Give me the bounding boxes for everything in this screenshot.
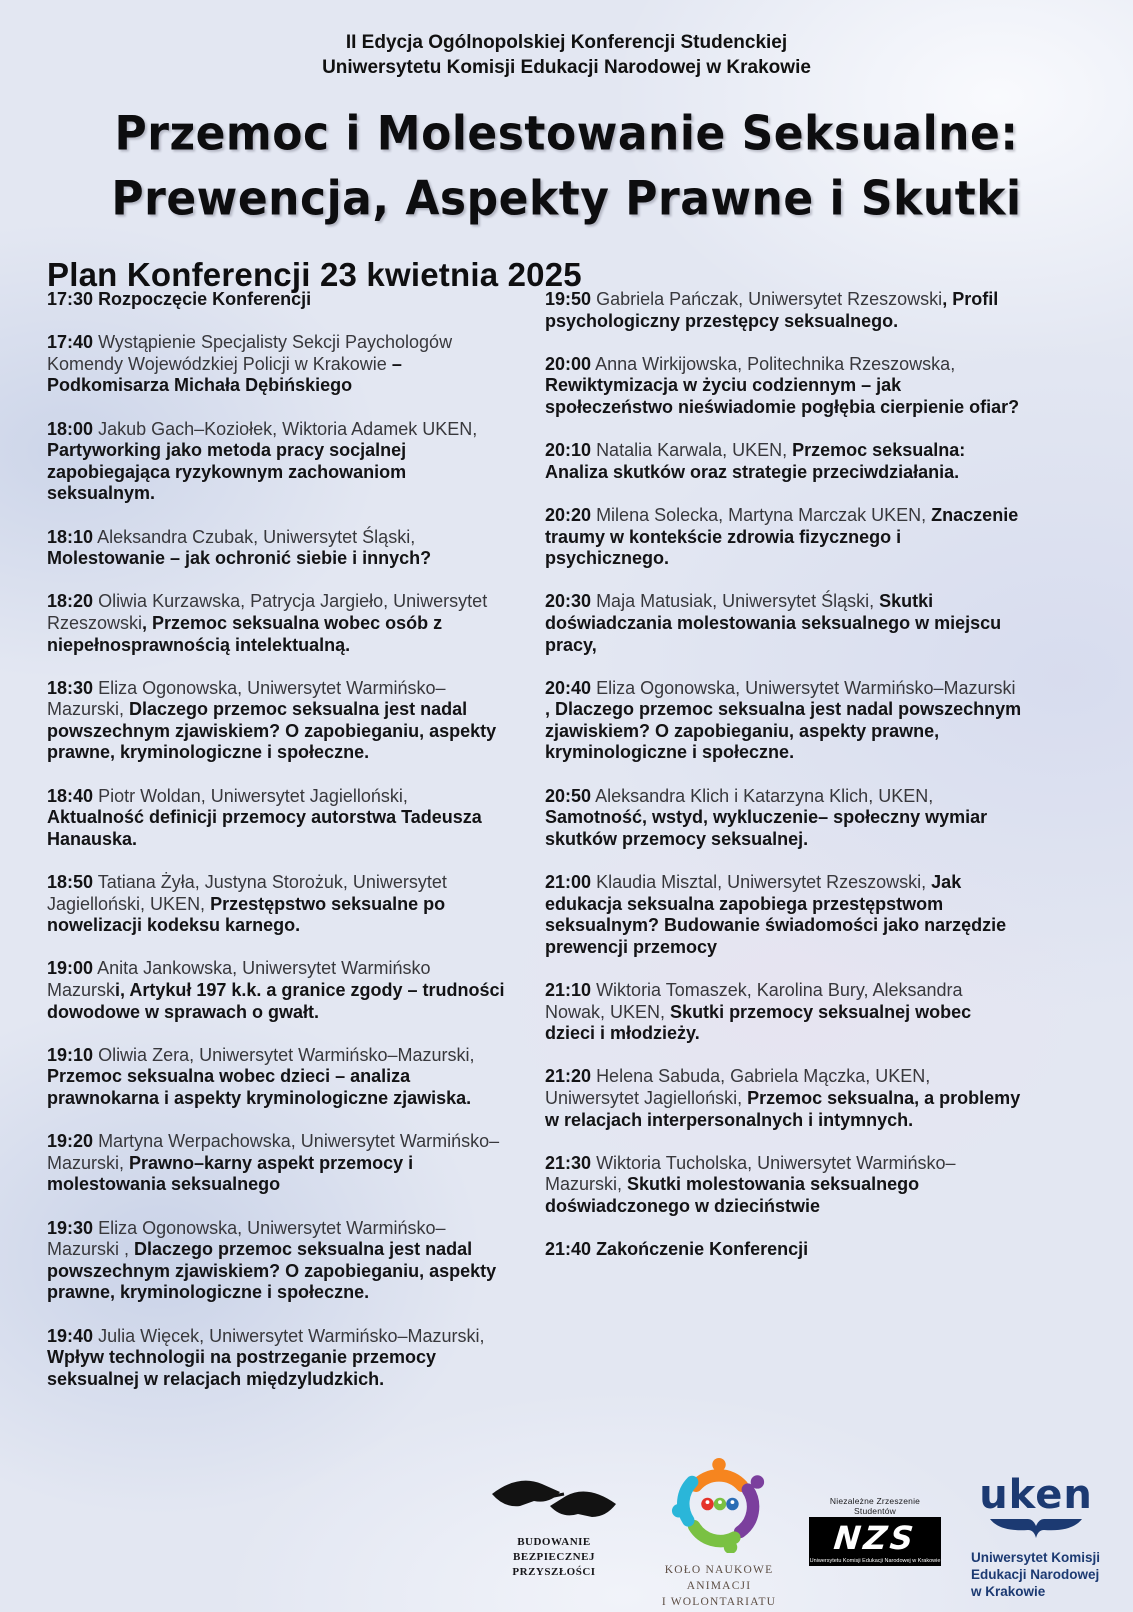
program-item: 19:20 Martyna Werpachowska, Uniwersytet Warmińsko–Mazurski, Prawno–karny aspekt przemocy i molestowania seksualnego xyxy=(47,1131,500,1195)
uken-caption-line-2: Edukacji Narodowej xyxy=(971,1567,1100,1582)
nzs-box xyxy=(809,1517,941,1566)
poster-title xyxy=(0,102,1133,232)
nzs-top-label: Niezależne Zrzeszenie Studentów xyxy=(829,1496,921,1516)
uken-caption-line-1: Uniwersytet Komisji xyxy=(971,1550,1101,1565)
program-item: 20:40 Eliza Ogonowska, Uniwersytet Warmińsko–Mazurski , Dlaczego przemoc seksualna jest nadal powszechnym zjawiskiem? O zapobieganiu, aspekty prawne, kryminologiczne i społeczne. xyxy=(545,677,1022,763)
program-item: 18:50 Tatiana Żyła, Justyna Storożuk, Uniwersytet Jagielloński, UKEN, Przestępstwo seksualne po nowelizacji kodeksu karnego. xyxy=(47,872,447,936)
logo-uken xyxy=(961,1472,1111,1600)
program-item: 21:30 Wiktoria Tucholska, Uniwersytet Warmińsko–Mazurski, Skutki molestowania seksualnego doświadczonego w dzieciństwie xyxy=(545,1152,956,1216)
program-item: 19:50 Gabriela Pańczak, Uniwersytet Rzeszowski, Profil psychologiczny przestępcy seksualnego. xyxy=(545,289,999,331)
footer-logos xyxy=(479,1457,1111,1610)
nzs-bottom-label: Uniwersytetu Komisji Edukacji Narodowej w Krakowie xyxy=(809,1558,941,1564)
poster-header xyxy=(0,0,1133,227)
program-item: 18:30 Eliza Ogonowska, Uniwersytet Warmińsko– Mazurski, Dlaczego przemoc seksualna jest nadal powszechnym zjawiskiem? O zapobieganiu, aspekty prawne, kryminologiczne i społeczne. xyxy=(47,677,497,763)
program-column-left xyxy=(47,289,509,1412)
program-item: 17:30 Rozpoczęcie Konferencji xyxy=(47,289,312,309)
program-item: 18:40 Piotr Woldan, Uniwersytet Jagielloński, Aktualność definicji przemocy autorstwa Tadeusza Hanauska. xyxy=(47,785,482,849)
program-item: 17:40 Wystąpienie Specjalisty Sekcji Paychologów Komendy Wojewódzkiej Policji w Krakowie – Podkomisarza Michała Dębińskiego xyxy=(47,332,453,396)
header-line-1: II Edycja Ogólnopolskiej Konferencji Studenckiej xyxy=(345,32,788,53)
kolo-caption-line-1: KOŁO NAUKOWE xyxy=(664,1564,774,1576)
logo-nzs xyxy=(809,1496,941,1566)
kolo-caption-line-2: ANIMACJI xyxy=(686,1580,752,1592)
poster-title-line-2: Prewencja, Aspekty Prawne i Skutki xyxy=(111,171,1022,227)
program-item: 20:10 Natalia Karwala, UKEN, Przemoc seksualna: Analiza skutków oraz strategie przeciwdziałania. xyxy=(545,440,966,482)
program-item: 21:40 Zakończenie Konferencji xyxy=(545,1239,809,1260)
program-item: 20:50 Aleksandra Klich i Katarzyna Klich, UKEN, Samotność, wstyd, wykluczenie– społeczny wymiar skutków przemocy seksualnej. xyxy=(545,785,988,849)
nzs-acronym: NZS xyxy=(831,1519,919,1557)
logo-budowanie-bezpiecznej-przyszlosci xyxy=(479,1464,629,1580)
circle-people-icon xyxy=(671,1540,767,1557)
logo-kolo-naukowe xyxy=(649,1457,789,1610)
program-column-right xyxy=(545,289,1023,1282)
header-line-2: Uniwersytetu Komisji Edukacji Narodowej w Krakowie xyxy=(322,57,811,78)
program-item: 18:10 Aleksandra Czubak, Uniwersytet Śląski, Molestowanie – jak ochronić siebie i innych? xyxy=(47,526,432,569)
program-item: 20:30 Maja Matusiak, Uniwersytet Śląski, Skutki doświadczania molestowania seksualnego w miejscu pracy, xyxy=(545,591,1002,655)
program-item: 19:00 Anita Jankowska, Uniwersytet Warmińsko Mazurski, Artykuł 197 k.k. a granice zgody – trudności dowodowe w sprawach o gwałt. xyxy=(47,958,505,1022)
bbp-caption-line-2: PRZYSZŁOŚCI xyxy=(512,1566,596,1578)
poster-title-line-1: Przemoc i Molestowanie Seksualne: xyxy=(114,106,1019,162)
program-item: 21:10 Wiktoria Tomaszek, Karolina Bury, Aleksandra Nowak, UKEN, Skutki przemocy seksualnej wobec dzieci i młodzieży. xyxy=(545,980,972,1044)
program-item: 18:00 Jakub Gach–Koziołek, Wiktoria Adamek UKEN, Partyworking jako metoda pracy socjalnej zapobiegająca ryzykownym zachowaniom seksualnym. xyxy=(47,418,478,504)
program-item: 21:20 Helena Sabuda, Gabriela Mączka, UKEN, Uniwersytet Jagielloński, Przemoc seksualna, a problemy w relacjach interpersonalnych i intymnych. xyxy=(545,1066,1021,1130)
program-item: 20:20 Milena Solecka, Martyna Marczak UKEN, Znaczenie traumy w kontekście zdrowia fizycznego i psychicznego. xyxy=(545,504,1019,569)
plan-heading: Plan Konferencji 23 kwietnia 2025 xyxy=(47,256,582,293)
open-book-icon xyxy=(961,1517,1111,1541)
bbp-caption-line-1: BUDOWANIE BEZPIECZNEJ xyxy=(513,1536,595,1563)
uken-caption-line-3: w Krakowie xyxy=(971,1584,1046,1599)
program-item: 21:00 Klaudia Misztal, Uniwersytet Rzeszowski, Jak edukacja seksualna zapobiega przestępstwom seksualnym? Budowanie świadomości jako narzędzie prewencji przemocy xyxy=(545,872,1007,957)
uken-wordmark: uken xyxy=(979,1472,1093,1518)
program-item: 19:10 Oliwia Zera, Uniwersytet Warmińsko–Mazurski, Przemoc seksualna wobec dzieci – analiza prawnokarna i aspekty kryminologiczne zjawiska. xyxy=(47,1044,475,1108)
program-item: 18:20 Oliwia Kurzawska, Patrycja Jargieło, Uniwersytet Rzeszowski, Przemoc seksualna wobec osób z niepełnosprawnością intelektualną. xyxy=(47,591,488,655)
program-item: 20:00 Anna Wirkijowska, Politechnika Rzeszowska, Rewiktymizacja w życiu codziennym – jak społeczeństwo nieświadomie pogłębia cierpienie ofiar? xyxy=(545,353,1020,417)
program-item: 19:40 Julia Więcek, Uniwersytet Warmińsko–Mazurski, Wpływ technologii na postrzeganie przemocy seksualnej w relacjach międzyludzkich. xyxy=(47,1325,485,1389)
kolo-caption-line-3: I WOLONTARIATU xyxy=(661,1596,777,1608)
program-item: 19:30 Eliza Ogonowska, Uniwersytet Warmińsko– Mazurski , Dlaczego przemoc seksualna jest nadal powszechnym zjawiskiem? O zapobieganiu, aspekty prawne, kryminologiczne i społeczne. xyxy=(47,1217,497,1303)
hands-icon xyxy=(484,1517,624,1534)
